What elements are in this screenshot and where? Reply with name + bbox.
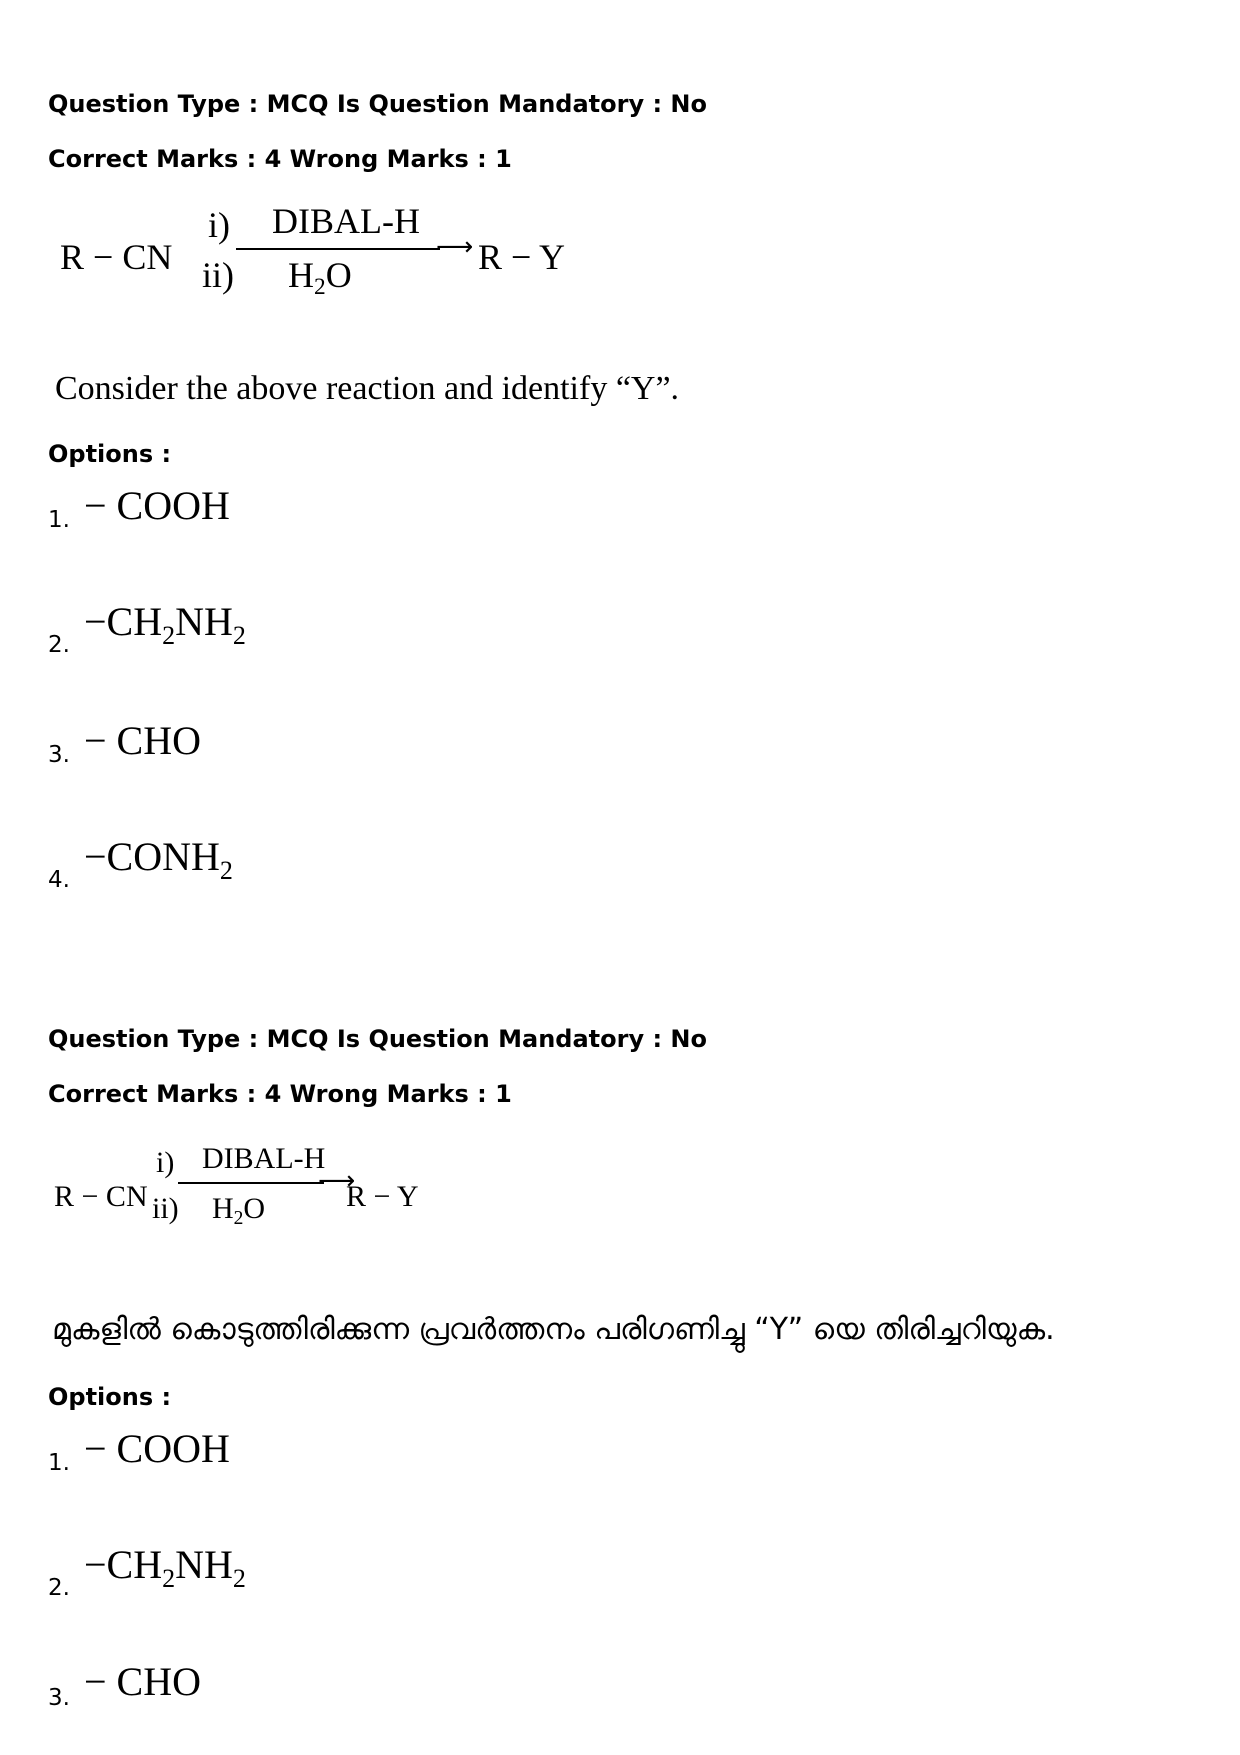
reactant: R − CN bbox=[60, 237, 173, 277]
marks-line: Correct Marks : 4 Wrong Marks : 1 bbox=[48, 145, 512, 173]
options-label: Options : bbox=[48, 440, 172, 468]
option-text: $-CH_2NH_2$ bbox=[84, 599, 246, 651]
option-number: 4. bbox=[48, 867, 70, 893]
option-number: 2. bbox=[48, 1575, 70, 1601]
step2-label: ii) bbox=[202, 255, 234, 295]
reaction-arrow bbox=[178, 1182, 324, 1184]
step1-reagent: DIBAL-H bbox=[202, 1142, 326, 1175]
option-text: − COOH bbox=[84, 483, 230, 528]
question-instruction: Consider the above reaction and identify “Y”. bbox=[55, 370, 680, 407]
step1-label: i) bbox=[156, 1146, 175, 1179]
option-number: 1. bbox=[48, 507, 70, 533]
option-number: 3. bbox=[48, 742, 70, 768]
product: R − Y bbox=[346, 1180, 419, 1213]
question-type-line: Question Type : MCQ Is Question Mandatory : No bbox=[48, 90, 707, 118]
option-number: 1. bbox=[48, 1450, 70, 1476]
option-text: − COOH bbox=[84, 1426, 230, 1471]
step2-reagent: $H_2O$ bbox=[288, 255, 352, 301]
option-number: 2. bbox=[48, 632, 70, 658]
options-label: Options : bbox=[48, 1383, 172, 1411]
arrow-head-icon: ⟶ bbox=[318, 1166, 356, 1196]
question-instruction: മുകളിൽ കൊടുത്തിരിക്കുന്ന പ്രവർത്തനം പരിഗണിച്ചു “Y” യെ തിരിച്ചറിയുക. bbox=[52, 1312, 1055, 1347]
reactant: R − CN bbox=[54, 1180, 148, 1213]
product: R − Y bbox=[478, 237, 565, 277]
option-text: − CHO bbox=[84, 718, 202, 763]
option-text: $-CH_2NH_2$ bbox=[84, 1542, 246, 1594]
marks-line: Correct Marks : 4 Wrong Marks : 1 bbox=[48, 1080, 512, 1108]
step1-label: i) bbox=[208, 205, 230, 245]
question-type-line: Question Type : MCQ Is Question Mandatory : No bbox=[48, 1025, 707, 1053]
option-number: 3. bbox=[48, 1685, 70, 1711]
step1-reagent: DIBAL-H bbox=[272, 201, 420, 241]
step2-reagent: $H_2O$ bbox=[212, 1192, 266, 1229]
option-text: − CHO bbox=[84, 1659, 202, 1704]
arrow-head-icon: ⟶ bbox=[436, 232, 474, 262]
reaction-arrow bbox=[236, 248, 440, 250]
step2-label: ii) bbox=[152, 1192, 179, 1225]
option-text: $-CONH_2$ bbox=[84, 834, 233, 886]
